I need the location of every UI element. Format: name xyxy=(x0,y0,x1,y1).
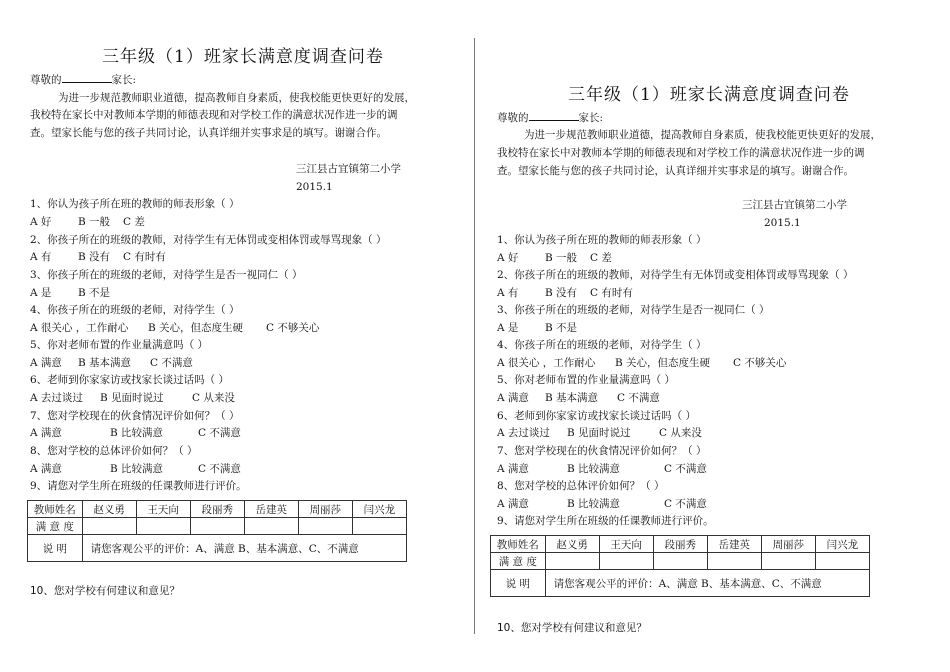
rating-cell[interactable] xyxy=(298,518,352,535)
question-4-options: A 很关心 ，工作耐心 B 关心，但态度生硬 C 不够关心 xyxy=(497,357,787,369)
intro-line: 为进一步规范教师职业道德，提高教师自身素质，使我校能更快更好的发展， xyxy=(524,129,881,141)
teacher-rating-table xyxy=(490,535,870,597)
question-7-options: A 满意 B 比较满意 C 不满意 xyxy=(497,463,707,475)
page-divider xyxy=(474,38,475,634)
name-blank xyxy=(529,110,579,121)
question-6-options: A 去过谈过 B 见面时说过 C 从来没 xyxy=(30,392,235,404)
page-title: 三年级（1）班家长满意度调查问卷 xyxy=(568,85,850,105)
question-7: 7、您对学校现在的伙食情况评价如何？（ ） xyxy=(497,445,707,457)
question-8-options: A 满意 B 比较满意 C 不满意 xyxy=(30,463,241,475)
question-4: 4、你孩子所在的班级的老师，对待学生（ ） xyxy=(497,339,707,351)
rating-cell[interactable] xyxy=(352,518,406,535)
rating-cell[interactable] xyxy=(244,518,298,535)
page-title: 三年级（1）班家长满意度调查问卷 xyxy=(102,47,384,67)
table-cell: 王天向 xyxy=(136,501,190,518)
table-cell: 周丽莎 xyxy=(298,501,352,518)
table-row xyxy=(491,536,870,553)
name-blank xyxy=(62,72,112,83)
table-note: 请您客观公平的评价：A、满意 B、基本满意、C、不满意 xyxy=(545,570,869,597)
question-2: 2、你孩子所在的班级的教师，对待学生有无体罚或变相体罚或辱骂现象（ ） xyxy=(30,234,387,246)
rating-cell[interactable] xyxy=(190,518,244,535)
rating-cell[interactable] xyxy=(815,553,869,570)
question-5-options: A 满意 B 基本满意 C 不满意 xyxy=(30,357,193,369)
question-6: 6、老师到你家家访或找家长谈过话吗（ ） xyxy=(30,374,230,386)
question-3: 3、你孩子所在的班级的老师，对待学生是否一视同仁（ ） xyxy=(497,304,770,316)
table-cell: 周丽莎 xyxy=(761,536,815,553)
school-name: 三江县古宜镇第二小学 xyxy=(742,199,847,211)
question-3-options: A 是 B 不是 xyxy=(30,287,111,299)
table-note: 请您客观公平的评价：A、满意 B、基本满意、C、不满意 xyxy=(82,535,406,562)
rating-cell[interactable] xyxy=(599,553,653,570)
intro-line: 我校特在家长中对教师本学期的师德表现和对学校工作的满意状况作进一步的调 xyxy=(30,109,398,121)
question-7: 7、您对学校现在的伙食情况评价如何？（ ） xyxy=(30,410,240,422)
table-cell: 王天向 xyxy=(599,536,653,553)
question-9: 9、请您对学生所在班级的任课教师进行评价。 xyxy=(30,480,247,492)
table-cell: 教师姓名 xyxy=(28,501,83,518)
table-cell: 闫兴龙 xyxy=(352,501,406,518)
question-3: 3、你孩子所在的班级的老师，对待学生是否一视同仁（ ） xyxy=(30,269,303,281)
question-5-options: A 满意 B 基本满意 C 不满意 xyxy=(497,392,660,404)
question-9: 9、请您对学生所在班级的任课教师进行评价。 xyxy=(497,515,714,527)
table-cell: 说 明 xyxy=(491,570,546,597)
table-cell: 教师姓名 xyxy=(491,536,546,553)
salutation: 尊敬的 家长: xyxy=(497,112,604,124)
rating-cell[interactable] xyxy=(707,553,761,570)
table-cell: 闫兴龙 xyxy=(815,536,869,553)
question-4-options: A 很关心 ，工作耐心 B 关心，但态度生硬 C 不够关心 xyxy=(30,322,320,334)
table-cell: 说 明 xyxy=(28,535,83,562)
table-row xyxy=(28,535,407,562)
question-1-options: A 好 B 一般 C 差 xyxy=(30,216,145,228)
teacher-rating-table xyxy=(27,500,407,562)
question-1: 1、你认为孩子所在班的教师的师表形象（ ） xyxy=(30,198,240,210)
intro-line: 查。望家长能与您的孩子共同讨论，认真详细并实事求是的填写。谢谢合作。 xyxy=(497,165,854,177)
table-row xyxy=(28,518,407,535)
question-2: 2、你孩子所在的班级的教师，对待学生有无体罚或变相体罚或辱骂现象（ ） xyxy=(497,269,854,281)
table-cell: 段丽秀 xyxy=(653,536,707,553)
table-cell: 岳建英 xyxy=(244,501,298,518)
survey-date: 2015.1 xyxy=(296,181,333,193)
question-5: 5、你对老师布置的作业量满意吗（ ） xyxy=(497,374,676,386)
table-row xyxy=(491,553,870,570)
question-10: 10、您对学校有何建议和意见？ xyxy=(30,585,180,597)
question-2-options: A 有 B 没有 C 有时有 xyxy=(497,287,633,299)
question-4: 4、你孩子所在的班级的老师，对待学生（ ） xyxy=(30,304,240,316)
question-6: 6、老师到你家家访或找家长谈过话吗（ ） xyxy=(497,410,697,422)
question-8-options: A 满意 B 比较满意 C 不满意 xyxy=(497,498,707,510)
table-cell: 岳建英 xyxy=(707,536,761,553)
question-1: 1、你认为孩子所在班的教师的师表形象（ ） xyxy=(497,234,707,246)
question-6-options: A 去过谈过 B 见面时说过 C 从来没 xyxy=(497,427,702,439)
question-7-options: A 满意 B 比较满意 C 不满意 xyxy=(30,427,241,439)
rating-cell[interactable] xyxy=(82,518,136,535)
table-row xyxy=(28,501,407,518)
intro-line: 为进一步规范教师职业道德，提高教师自身素质，使我校能更快更好的发展， xyxy=(58,92,415,104)
salutation: 尊敬的 家长: xyxy=(30,74,137,86)
question-10: 10、您对学校有何建议和意见？ xyxy=(497,622,647,634)
question-2-options: A 有 B 没有 C 有时有 xyxy=(30,251,166,263)
rating-cell[interactable] xyxy=(136,518,190,535)
intro-line: 查。望家长能与您的孩子共同讨论，认真详细并实事求是的填写。谢谢合作。 xyxy=(30,127,387,139)
question-8: 8、您对学校的总体评价如何？（ ） xyxy=(497,480,665,492)
intro-line: 我校特在家长中对教师本学期的师德表现和对学校工作的满意状况作进一步的调 xyxy=(497,147,865,159)
rating-cell[interactable] xyxy=(545,553,599,570)
school-name: 三江县古宜镇第二小学 xyxy=(296,163,401,175)
question-5: 5、你对老师布置的作业量满意吗（ ） xyxy=(30,339,209,351)
table-cell: 满 意 度 xyxy=(491,553,546,570)
rating-cell[interactable] xyxy=(761,553,815,570)
survey-date: 2015.1 xyxy=(764,217,801,229)
table-cell: 段丽秀 xyxy=(190,501,244,518)
rating-cell[interactable] xyxy=(653,553,707,570)
table-cell: 赵义勇 xyxy=(545,536,599,553)
question-8: 8、您对学校的总体评价如何？（ ） xyxy=(30,445,198,457)
table-cell: 赵义勇 xyxy=(82,501,136,518)
table-cell: 满 意 度 xyxy=(28,518,83,535)
question-1-options: A 好 B 一般 C 差 xyxy=(497,252,612,264)
table-row xyxy=(491,570,870,597)
question-3-options: A 是 B 不是 xyxy=(497,322,578,334)
